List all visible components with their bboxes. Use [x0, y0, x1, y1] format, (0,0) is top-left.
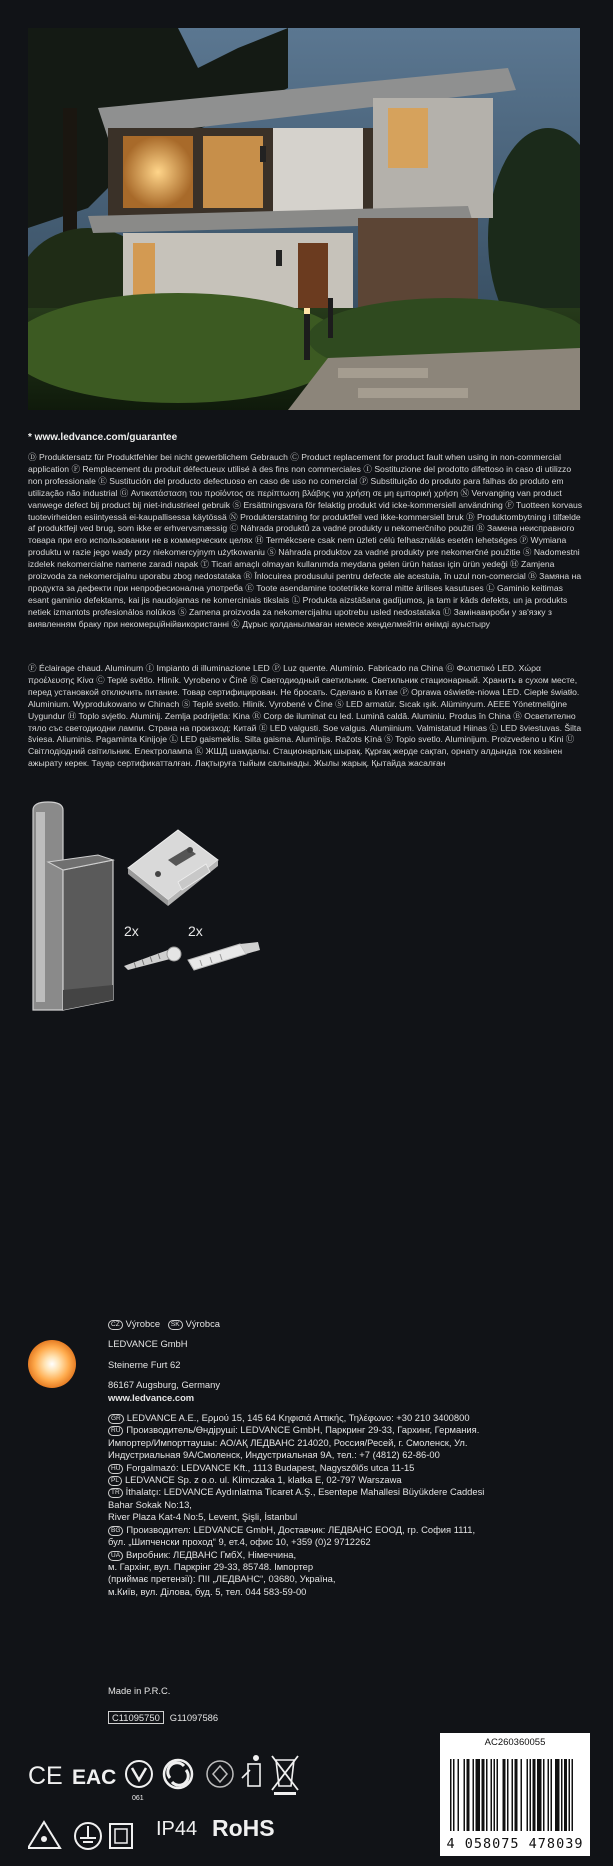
- barcode-bar: [515, 1759, 518, 1831]
- ru-line-3: Индустриальная 9А/Смоленск, Индустриальная 9А, тел.: +7 (4812) 62-86-00: [108, 1449, 440, 1461]
- barcode-bar: [486, 1759, 488, 1831]
- article-code: AC260360055: [440, 1733, 590, 1753]
- vyrobce-label: Výrobce: [125, 1318, 161, 1329]
- company-website[interactable]: www.ledvance.com: [108, 1391, 195, 1403]
- barcode-bar: [527, 1759, 529, 1831]
- company-street: Steinerne Furt 62: [108, 1358, 181, 1370]
- barcode-bar: [561, 1759, 563, 1831]
- vyrobca-label: Výrobca: [185, 1318, 220, 1329]
- weee-crossed-bin-icon: [272, 1756, 298, 1795]
- barcode-bar: [458, 1759, 460, 1831]
- ukrsepro-code: 061: [132, 1795, 144, 1802]
- product-multilingual-text: Ⓕ Éclairage chaud. Aluminum Ⓘ Impianto di illuminazione LED Ⓟ Luz quente. Alumínio. Fabricado na China Ⓖ Φωτιστικό LED. Χώρα προέλευσης Κίνα Ⓒ Teplé světlo. Hliník. Vyrobeno v Číně Ⓡ Светодиодный светильник. Светильник стационарный. Хранить в сухом месте, перед установкой отключить питание. Товар сертифицирован. Не бросать. Сделано в Китае Ⓟ Oprawa oświetle-niowa LED. Ciepłe światło. Aluminium. Wyprodukowano w Chinach Ⓢ Teplé svetlo. Hliník. Vyrobené v Číne Ⓢ LED armatúr. Sıcak ışık. Alüminyum. AEEE Yönetmeliğine Uygundur Ⓗ Toplo svjetlo. Aluminij. Zemlja podrijetla: Kina Ⓡ Corp de iluminat cu led. Lumină caldă. Aluminiu. Produs în China Ⓑ Осветително тяло със светодиодни лампи. Страна на произход: Китай Ⓔ LED valgusti. Soe valgus. Alumiinium. Valmistatud Hiinas Ⓛ LED šviestuvas. Šilta šviesa. Aliuminis. Pagaminta Kinijoje Ⓛ LED gaismeklis. Silta gaisma. Alumīnijs. Ražots Ķīnā Ⓢ Topio svetlo. Aluminijum. Proizvedeno u Kini Ⓤ Світлодіодний світильник. Електролампа Ⓚ ЖШД шамдалы. Стационарлық шырақ. Құрғақ жерде сақтап, орнату алдында ток көзінен ажырату керек. Тауар сертификатталған. Лақтыруға тыйым салынады. Жылы жарық. Қытайда жасалған: [28, 663, 582, 769]
- barcode-bar: [530, 1759, 532, 1831]
- barcode-bar: [467, 1759, 470, 1831]
- ground-earth-icon: [75, 1823, 101, 1849]
- bg-line-1: Производител: LEDVANCE GmbH, Доставчик: ЛЕДВАНС ЕООД, гр. София 1111,: [126, 1523, 476, 1535]
- tr-line-1: İthalatçı: LEDVANCE Aydınlatma Ticaret A.Ş., Esentepe Mahallesi Büyükdere Caddesi: [125, 1486, 485, 1498]
- hu-address: Forgalmazó: LEDVANCE Kft., 1113 Budapest, Nagyszőlős utca 11-15: [126, 1461, 415, 1473]
- screws-count-label: 2x: [124, 923, 139, 939]
- barcode-digits: 4 058075 478039: [446, 1836, 584, 1852]
- barcode-bar: [543, 1759, 545, 1831]
- cz-country-tag: CZ: [108, 1320, 123, 1330]
- bg-line-2: бул. „Шипченски проход“ 9, ет.4, офис 10, +359 (0)2 9712262: [108, 1536, 371, 1548]
- ua-line-3: (приймає претензії): ПІІ „ЛЕДВАНС“, 03680, Україна,: [108, 1573, 336, 1585]
- guarantee-url[interactable]: * www.ledvance.com/guarantee: [28, 432, 178, 443]
- ua-line-2: м. Гархінг, вул. Паркрінг 29-33, 85748. Імпортер: [108, 1560, 314, 1572]
- barcode-bar: [548, 1759, 550, 1831]
- barcode-bar: [464, 1759, 466, 1831]
- ukrsepro-icon: [126, 1761, 152, 1802]
- barcode-bar: [482, 1759, 485, 1831]
- barcode-bar: [569, 1759, 571, 1831]
- plugs-count-label: 2x: [188, 923, 203, 939]
- company-name: LEDVANCE GmbH: [108, 1338, 188, 1350]
- certification-marks: [28, 1748, 328, 1858]
- gr-address: LEDVANCE A.E., Ερμού 15, 145 64 Κηφισιά Αττικής, Τηλέφωνο: +30 210 3400800: [126, 1412, 470, 1424]
- barcode-bar: [476, 1759, 481, 1831]
- warranty-multilingual-text: Ⓓ Produktersatz für Produktfehler bei nicht gewerblichem Gebrauch Ⓒ Product replacement for product fault when using in non-commercial application Ⓕ Remplacement du produit défectueux utilisé à des fins non commerciales Ⓘ Sostituzione del prodotto difettoso in caso di utilizzo non professionale Ⓔ Sustitución del producto defectuoso en caso de uso no comercial Ⓟ Substituição do produto para falhas do produto em utilização não industrial Ⓖ Αντικατάσταση του προϊόντος σε περίπτωση βλάβης για χρήση σε μη εμπορική χρήση Ⓝ Vervanging van product vanwege defect bij product bij niet-industrieel gebruik Ⓢ Ersättningsvara för felaktig produkt vid icke-kommersiell användning Ⓕ Tuotteen korvaus tuotevirheiden esiintyessä ei-kaupallisessa käytössä Ⓝ Produkterstatning for produktfeil ved ikke-kommersiell bruk Ⓓ Produktombytning i tilfælde af produktfejl ved brug, som ikke er erhvervsmæssig Ⓒ Náhrada produktů za vadné produkty u nekomerčního použití Ⓡ Замена неисправного товара при его использовании не в коммерческих целях Ⓗ Termékcsere csak nem üzleti célú felhasználás esetén lehetséges Ⓟ Wymiana produktu w razie jego wady przy niekomercyjnym użytkowaniu Ⓢ Náhrada produktov za vadné produkty pre nekomerčné použitie Ⓢ Nadomestni izdelek nekomercialne namene zaradi napak Ⓣ Ticari amaçlı olmayan kullanımda meydana gelen ürün hatası için ürün yedeği Ⓗ Zamjena proizvoda za nekomercijalnu uporabu zbog nedostataka Ⓡ Înlocuirea produsului pentru defecte ale acestuia, în uzul non-comercial Ⓑ Замяна на продукта за дефекти при непрофесионална употреба Ⓔ Toote asendamine tootetrikke korral mitte ärilises kasutuses Ⓛ Gaminio keitimas esant gaminio defektams, kai jis naudojamas ne komerciniais tikslais Ⓛ Produkta aizstāšana gadījumos, ja tam ir kāds defekts, un ja produkts netiek izmantots profesionālos nolūkos Ⓢ Zamena proizvoda za nekomercijalnu upotrebu usled nedostataka Ⓤ Замінавироби у зв'язку з виявленням браку при некомерційнійвикористанні Ⓚ Дұрыс қолданылмаған немесе жеңделмейтін өнімді ауыстыру: [28, 452, 583, 629]
- rohs-mark: RoHS: [212, 1815, 275, 1841]
- boxed-code: C11095750: [108, 1711, 164, 1724]
- barcode-bar: [450, 1759, 452, 1831]
- product-codes: [108, 1711, 218, 1724]
- barcode-bar: [564, 1759, 567, 1831]
- tr-line-2: Bahar Sokak No:13,: [108, 1498, 192, 1510]
- company-city: 86167 Augsburg, Germany: [108, 1379, 221, 1391]
- ua-line-1: Виробник: ЛЕДВАНС ГмбХ, Німеччина,: [126, 1548, 297, 1560]
- lamp-drawing: [33, 802, 113, 1010]
- pl-address: LEDVANCE Sp. z o.o. ul. Klimczaka 1, klatka E, 02-797 Warszawa: [124, 1474, 402, 1486]
- barcode-bar: [507, 1759, 509, 1831]
- ce-mark: CE: [28, 1762, 63, 1790]
- barcode-bar: [551, 1759, 553, 1831]
- mounting-plate-drawing: [128, 830, 218, 906]
- tr-line-3: River Plaza Kat-4 No:5, Levent, Şişli, İstanbul: [108, 1511, 298, 1523]
- class-ii-icon: [110, 1824, 132, 1848]
- barcode-bar: [473, 1759, 475, 1831]
- screw-drawing: [124, 947, 181, 970]
- barcode-bar: [491, 1759, 493, 1831]
- barcode-bar: [521, 1759, 523, 1831]
- ua-line-4: м.Київ, вул. Ділова, буд. 5, тел. 044 583-59-00: [108, 1585, 307, 1597]
- eac-mark: EAC: [72, 1766, 117, 1789]
- barcode-bar: [533, 1759, 536, 1831]
- barcode-bar: [555, 1759, 560, 1831]
- barcode-bar: [503, 1759, 506, 1831]
- barcode-bar: [537, 1759, 542, 1831]
- mounting-illustration: [28, 800, 328, 1100]
- ledvance-sun-logo: [28, 1340, 76, 1388]
- triangle-warning-icon: [28, 1822, 60, 1848]
- plain-code: G11097586: [169, 1712, 219, 1723]
- product-hero-photo: [28, 28, 580, 410]
- barcode-bar: [572, 1759, 574, 1831]
- sk-country-tag: SK: [168, 1320, 183, 1330]
- paper-recycling-icon: [207, 1761, 233, 1787]
- recycling-icon: [164, 1760, 192, 1788]
- ru-line-2: Импортер/Импорттаушы: АО/АҚ ЛЕДВАНС 214020, Россия/Ресей, г. Смоленск, Ул.: [108, 1436, 468, 1448]
- ean-barcode: [440, 1753, 590, 1856]
- ru-line-1: Производитель/Өндіруші: LEDVANCE GmbH, Паркринг 29-33, Гархинг, Германия.: [126, 1424, 480, 1436]
- barcode-bar: [497, 1759, 499, 1831]
- barcode-bar: [512, 1759, 514, 1831]
- barcode-bar: [453, 1759, 455, 1831]
- made-in-label: Made in P.R.C.: [108, 1685, 171, 1696]
- ip-rating: IP44: [156, 1818, 198, 1840]
- trash-sorting-icon: [242, 1755, 260, 1786]
- barcode-bar: [494, 1759, 496, 1831]
- wall-plug-drawing: [188, 942, 260, 970]
- manufacturer-info: CZ Výrobce SK Výrobca LEDVANCE GmbH Steinerne Furt 62 86167 Augsburg, Germany www.ledvance.com GR LEDVANCE A.E., Ερμού 15, 145 64 Κηφισιά Αττικής, Τηλέφωνο: +30 210 3400800 RU Производитель/Өндіруші: LEDVANCE GmbH, Паркринг 29-33, Гархинг, Германия. Импортер/Импорттаушы: АО/АҚ ЛЕДВАНС 214020, Россия/Ресей, г. Смоленск, Ул. Индустриальная 9А/Смоленск, Индустриальная 9А, тел.: +7 (4812) 62-86-00 HU Forgalmazó: LEDVANCE Kft., 1113 Budapest, Nagyszőlős utca 11-15 PL LEDVANCE Sp. z o.o. ul. Klimczaka 1, klatka E, 02-797 Warszawa TR İthalatçı: LEDVANCE Aydınlatma Ticaret A.Ş., Esentepe Mahallesi Büyükdere Caddesi Bahar Sokak No:13, River Plaza Kat-4 No:5, Levent, Şişli, İstanbul BG Производител: LEDVANCE GmbH, Доставчик: ЛЕДВАНС ЕООД, гр. София 1111, бул. „Шипченски проход“ 9, ет.4, офис 10, +359 (0)2 9712262 UA Виробник: ЛЕДВАНС ГмбХ, Німеччина, м. Гархінг, вул. Паркрінг 29-33, 85748. Імпортер (приймає претензії): ПІІ „ЛЕДВАНС“, 03680, Україна, м.Київ, вул. Ділова, буд. 5, тел. 044 583-59-00: [108, 1318, 588, 1598]
